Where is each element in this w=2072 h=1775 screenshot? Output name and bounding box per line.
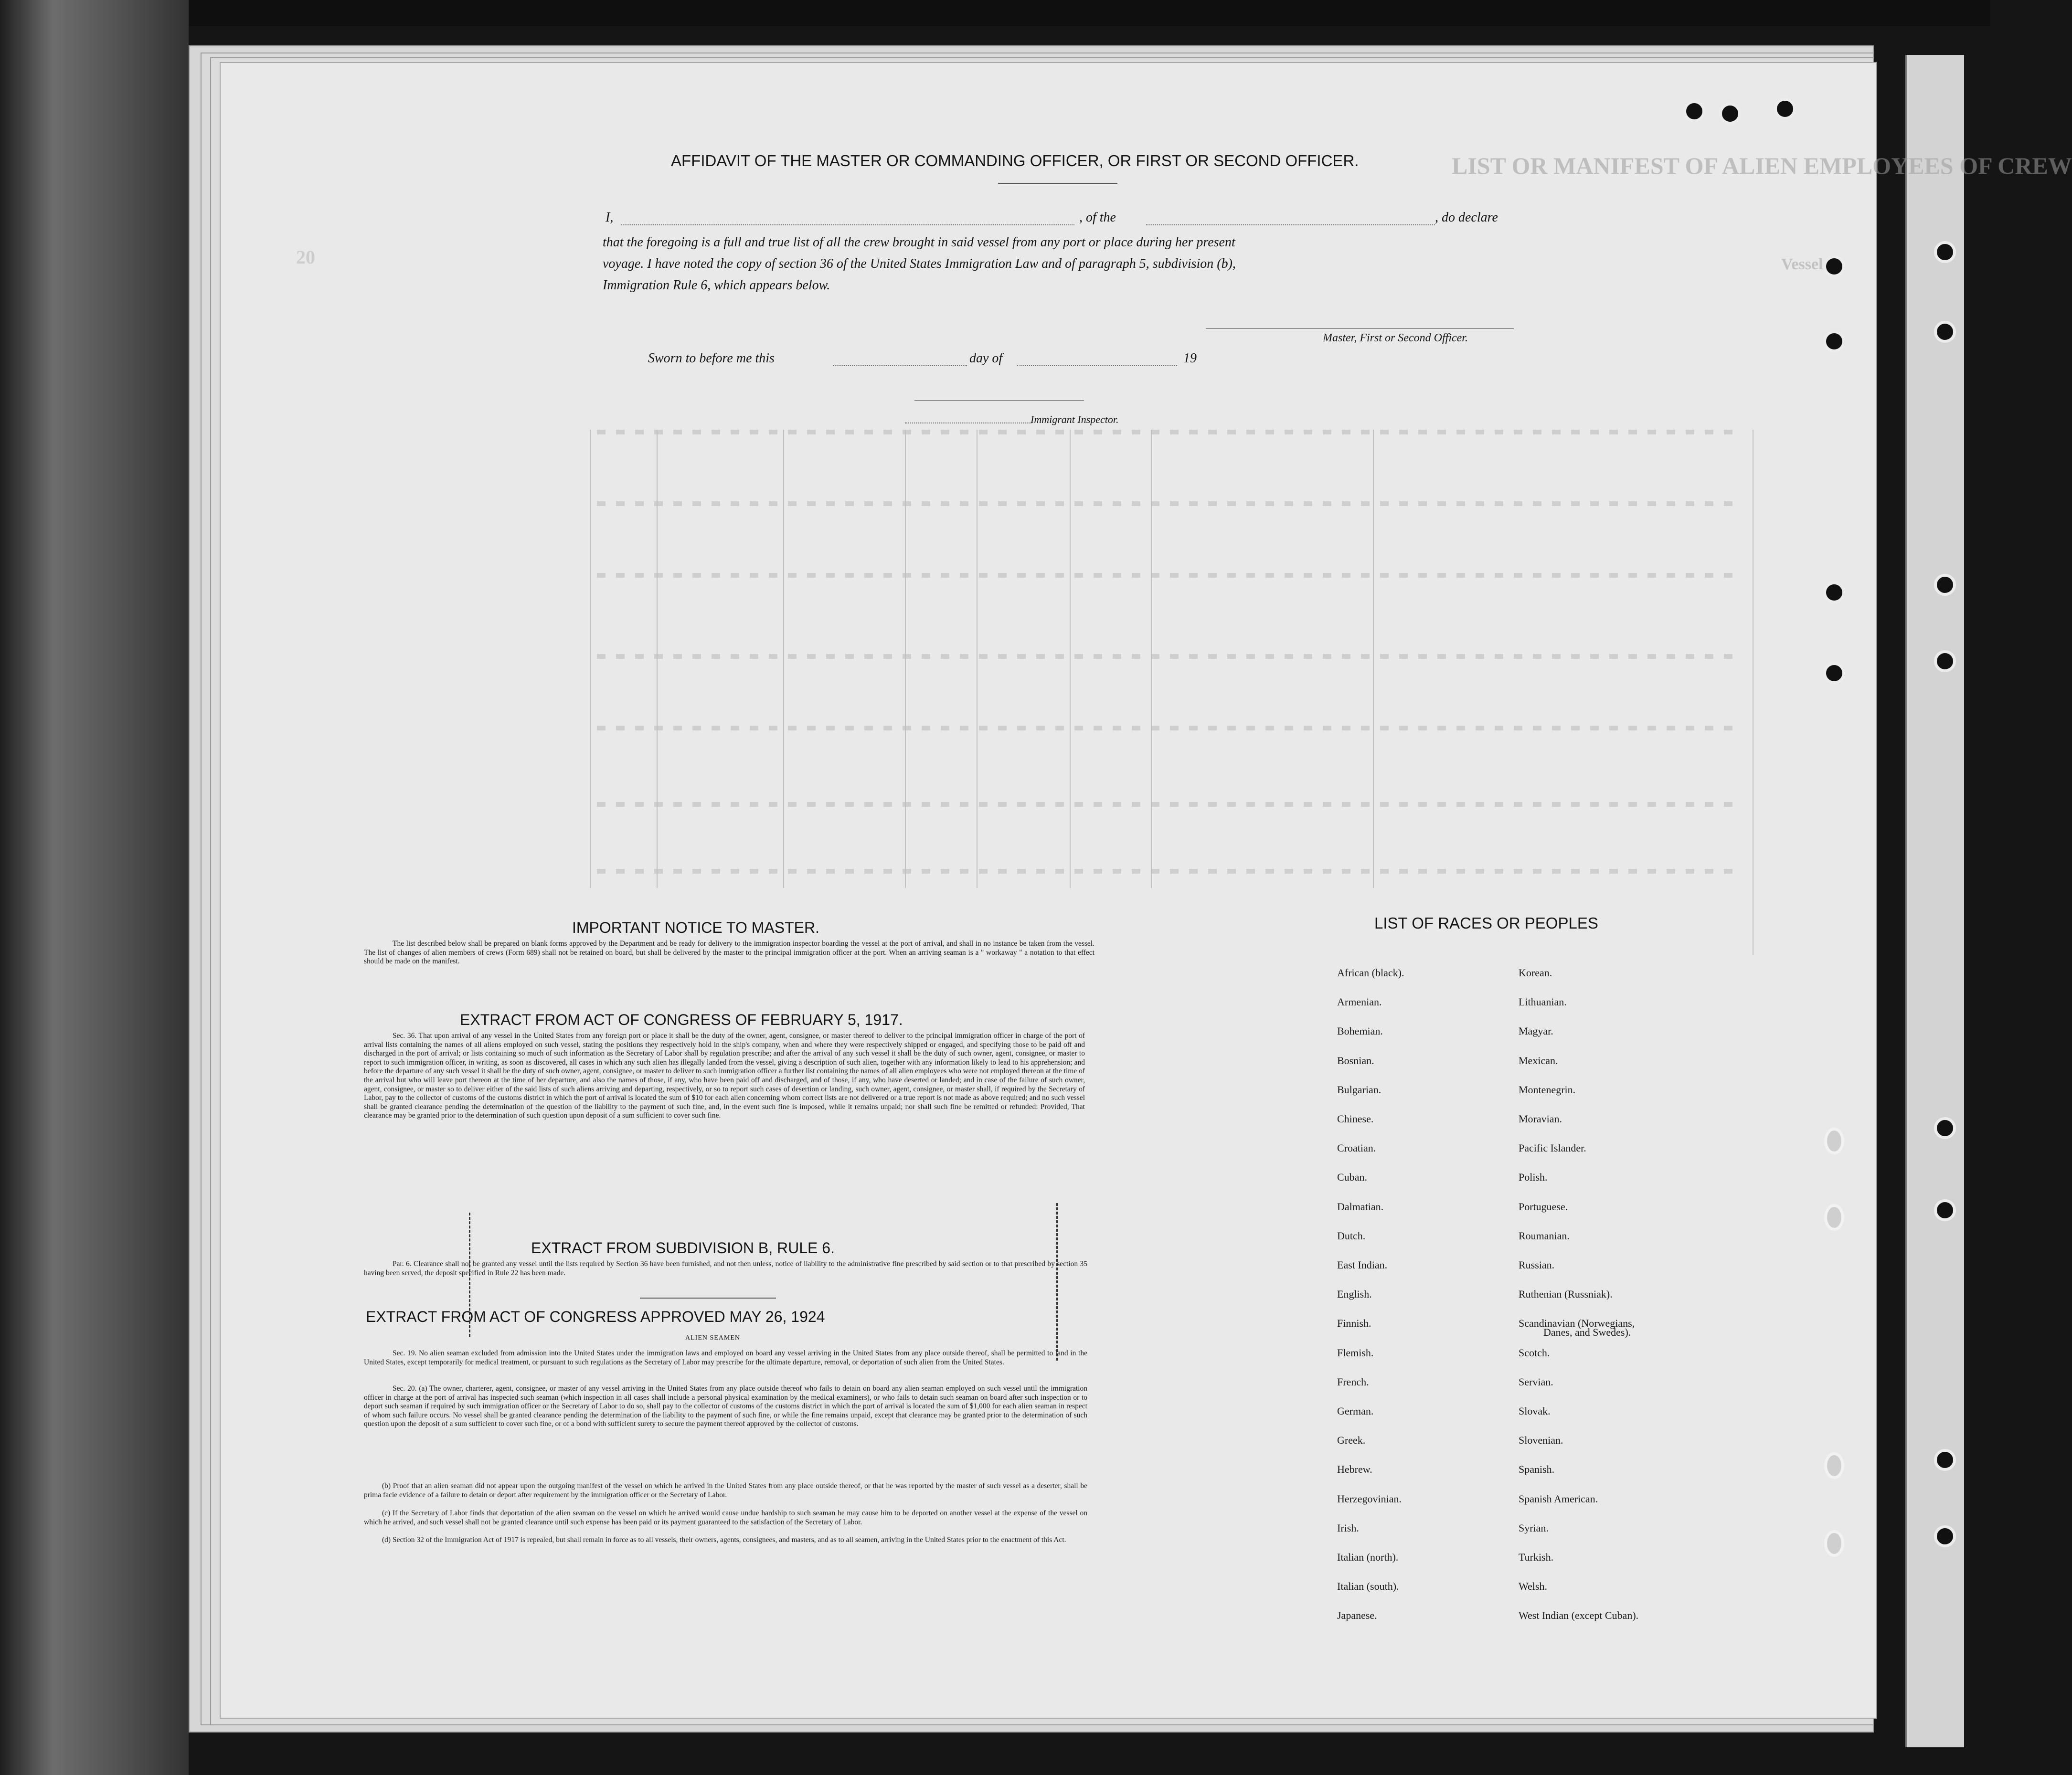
bleed-through-mark: 20 xyxy=(296,246,315,268)
race-entry: Italian (south). xyxy=(1337,1580,1399,1593)
sworn-day-blank xyxy=(833,365,967,366)
affidavit-body-line-1: that the foregoing is a full and true list of all the crew brought in said vessel from any port or place during her present xyxy=(603,235,1235,250)
punch-hole xyxy=(1774,98,1796,120)
column-line xyxy=(1070,430,1071,888)
extract-1924-sec20a: Sec. 20. (a) The owner, charterer, agent, consignee, or master of any vessel arriving in the United States from any place outside thereof who fails to detain on board any alien seaman employed on such vessel until the immigration officer in charge at the port of arrival has inspected such seaman (which inspection in all cases shall include a personal physical examination by the medical examiners), or who fails to detain such seaman on board after such inspection or to deport such seaman if required by such immigration officer or the Secretary of Labor to do so, shall pay to the collector of customs of the customs district in which the port of arrival is located the sum of $1,000 for each alien seaman in respect of whom such failure occurs. No vessel shall be granted clearance pending the determination of the liability to the payment of such fine, or while the fine remains unpaid, except that clearance may be granted prior to the determination of such question upon the deposit of a sum sufficient to cover such fine, or of a bond with sufficient surety to secure the payment thereof approved by the collector of customs. xyxy=(364,1384,1087,1428)
inspector-label: Immigrant Inspector. xyxy=(1031,413,1119,425)
race-entry: African (black). xyxy=(1337,967,1404,979)
race-entry: Servian. xyxy=(1519,1375,1553,1388)
punch-hole xyxy=(1934,574,1956,596)
scanner-top-edge xyxy=(0,0,1990,26)
punch-hole xyxy=(1824,1204,1844,1231)
master-signature-line xyxy=(1206,328,1514,329)
race-entry: Dalmatian. xyxy=(1337,1200,1384,1213)
race-entry: Moravian. xyxy=(1519,1113,1562,1125)
race-entry: Korean. xyxy=(1519,967,1552,979)
affidavit-i: I, xyxy=(606,210,614,225)
sworn-prefix: Sworn to before me this xyxy=(648,351,775,366)
extract-rule6-title: EXTRACT FROM SUBDIVISION B, RULE 6. xyxy=(531,1239,835,1257)
punch-hole xyxy=(1934,1199,1956,1221)
section-divider xyxy=(640,1298,776,1299)
race-entry: Dutch. xyxy=(1337,1229,1366,1242)
bleed-through-row xyxy=(597,573,1743,578)
race-entry: Croatian. xyxy=(1337,1142,1376,1154)
race-entry: English. xyxy=(1337,1288,1372,1300)
race-entry: Cuban. xyxy=(1337,1171,1367,1183)
race-entry: Bosnian. xyxy=(1337,1054,1374,1067)
extract-1924-sec19: Sec. 19. No alien seaman excluded from admission into the United States under the immigration laws and employed on board any vessel arriving in the United States from any place outside thereof, shall be permitted to land in the United States, except temporarily for medical treatment, or pursuant to such regulations as the Secretary of Labor may prescribe for the ultimate departure, removal, or deportation of such alien from the United States. xyxy=(364,1349,1087,1366)
sworn-day-of: day of xyxy=(969,351,1003,366)
race-entry: Scotch. xyxy=(1519,1346,1550,1359)
race-entry: Turkish. xyxy=(1519,1551,1554,1563)
punch-hole xyxy=(1934,1525,1956,1547)
title-underline xyxy=(998,183,1117,184)
race-entry: Spanish. xyxy=(1519,1463,1555,1476)
column-line xyxy=(905,430,906,888)
race-entry: Welsh. xyxy=(1519,1580,1547,1593)
extract-rule6-text: Par. 6. Clearance shall not be granted any vessel until the lists required by Section 36 have been furnished, and not then unless, notice of liability to the administrative fine prescribed by said section or to that prescribed by section 35 having been served, the deposit specified in Rule 22 has been made. xyxy=(364,1260,1087,1277)
punch-hole xyxy=(1823,330,1845,352)
form-page xyxy=(220,62,1877,1719)
punch-hole xyxy=(1824,1530,1844,1557)
race-entry: Slovak. xyxy=(1519,1405,1551,1417)
punch-hole xyxy=(1934,1449,1956,1471)
extract-1924-sec20d: (d) Section 32 of the Immigration Act of 1917 is repealed, but shall remain in force as to all vessels, their owners, agents, consignees, and masters, and as to all seamen, arriving in the United States prior to the enactment of this Act. xyxy=(382,1536,1066,1544)
races-title: LIST OF RACES OR PEOPLES xyxy=(1374,914,1598,932)
extract-1924-sec20b: (b) Proof that an alien seaman did not appear upon the outgoing manifest of the vessel on which he arrived in the United States from any place outside thereof, or that he was reported by the master of such vessel as a deserter, shall be prima facie evidence of a failure to detain or deport after requirement by the immigration officer or the Secretary of Labor. xyxy=(364,1482,1087,1499)
bleed-through-row xyxy=(597,802,1743,807)
race-entry: Russian. xyxy=(1519,1259,1555,1271)
extract-1924-title: EXTRACT FROM ACT OF CONGRESS APPROVED MAY 26, 1924 xyxy=(366,1308,825,1325)
punch-hole xyxy=(1934,321,1956,343)
race-entry: Greek. xyxy=(1337,1434,1366,1447)
column-line xyxy=(657,430,658,888)
name-blank xyxy=(621,224,1074,225)
bleed-through-row xyxy=(597,430,1743,434)
race-entry: Hebrew. xyxy=(1337,1463,1372,1476)
race-entry: Magyar. xyxy=(1519,1025,1553,1037)
column-line xyxy=(783,430,784,888)
extract-1924-sec20c: (c) If the Secretary of Labor finds that deportation of the alien seaman on the vessel on which he arrived would cause undue hardship to such seaman he may cause him to be deported on another vessel at the expense of the vessel on which he arrived, and such vessel shall not be granted clearance until such expense has been paid or its payment guaranteed to the satisfaction of the Secretary of Labor. xyxy=(364,1509,1087,1526)
punch-hole xyxy=(1934,650,1956,672)
race-entry: Montenegrin. xyxy=(1519,1083,1576,1096)
race-entry: Ruthenian (Russniak). xyxy=(1519,1288,1613,1300)
notice-title: IMPORTANT NOTICE TO MASTER. xyxy=(572,919,819,936)
punch-hole xyxy=(1823,255,1845,277)
vessel-blank xyxy=(1146,224,1435,225)
race-entry: Syrian. xyxy=(1519,1521,1549,1534)
bleed-through-row xyxy=(597,726,1743,730)
punch-hole xyxy=(1824,1128,1844,1154)
race-entry: Portuguese. xyxy=(1519,1200,1568,1213)
next-leaf-strip xyxy=(1905,55,1964,1747)
punch-hole xyxy=(1823,662,1845,684)
punch-hole xyxy=(1934,241,1956,263)
extract-1917-text: Sec. 36. That upon arrival of any vessel in the United States from any foreign port or place it shall be the duty of the owner, agent, consignee, or master thereof to deliver to the principal immigration officer in charge of the port of arrival lists containing the names of all aliens employed on such vessel, stating the positions they respectively hold in the ship's company, when and where they were respectively shipped or engaged, and specifying those to be paid off and discharged in the port of arrival; or lists containing so much of such information as the Secretary of Labor shall by regulation prescribe; and after the arrival of any such vessel it shall be the duty of such owner, agent, consignee, or master to report to such immigration officer, in writing, as soon as discovered, all cases in which any such alien has illegally landed from the vessel, giving a description of such alien, together with any information likely to lead to his apprehension; and before the departure of any such vessel it shall be the duty of such owner, agent, consignee, or master to deliver to such immigration officer a further list containing the names of all alien employees who were not employed thereon at the time of the arrival but who will leave port thereon at the time of her departure, and also the names of those, if any, who have been paid off and discharged, and of those, if any, who have deserted or landed; and in case of the failure of such owner, agent, consignee, or master so to deliver either of the said lists of such aliens arriving and departing, respectively, or so to report such cases of desertion or landing, such owner, agent, consignee, or master shall, if required by the Secretary of Labor, pay to the collector of customs of the customs district in which the port of arrival is located the sum of $10 for each alien concerning whom correct lists are not delivered or a true report is not made as above required; and no such vessel shall be granted clearance pending the determination of the question of the liability to the payment of such fine, and, in the event such fine is imposed, while it remains unpaid; nor shall such fine be remitted or refunded: Provided, That clearance may be granted prior to the determination of such question upon deposit of a sum sufficient to cover such fine. xyxy=(364,1032,1085,1120)
tear-mark xyxy=(1056,1203,1058,1361)
sworn-month-blank xyxy=(1017,365,1177,366)
bleed-through-vessel: Vessel xyxy=(1781,255,1823,273)
bleed-through-heading: LIST OR MANIFEST OF ALIEN EMPLOYEES OF CREW xyxy=(1452,152,2072,179)
race-entry: Roumanian. xyxy=(1519,1229,1570,1242)
race-entry: Italian (north). xyxy=(1337,1551,1399,1563)
race-entry: Mexican. xyxy=(1519,1054,1558,1067)
race-entry: Lithuanian. xyxy=(1519,996,1567,1008)
affidavit-body-line-3: Immigration Rule 6, which appears below. xyxy=(603,278,830,293)
race-entry: Bohemian. xyxy=(1337,1025,1383,1037)
punch-hole xyxy=(1934,1117,1956,1139)
race-entry: Scandinavian (Norwegians, xyxy=(1519,1317,1635,1330)
race-entry: Pacific Islander. xyxy=(1519,1142,1586,1154)
notice-text: The list described below shall be prepared on blank forms approved by the Department and be ready for delivery to the immigration inspector boarding the vessel at the port of arrival, and shall in no instance be taken from the vessel. The list of changes of alien members of crews (Form 689) shall not be retained on board, but shall be delivered by the master to the principal immigration officer at the port. When an arriving seaman is a " workaway " a notation to that effect should be made on the manifest. xyxy=(364,940,1094,966)
master-label: Master, First or Second Officer. xyxy=(1323,332,1468,344)
scanner-left-band xyxy=(0,0,189,1775)
race-entry: Polish. xyxy=(1519,1171,1548,1183)
column-line xyxy=(590,430,591,888)
punch-hole xyxy=(1719,103,1741,125)
punch-hole xyxy=(1683,100,1705,122)
race-entry: Slovenian. xyxy=(1519,1434,1563,1447)
bleed-through-row xyxy=(597,654,1743,659)
affidavit-title: AFFIDAVIT OF THE MASTER OR COMMANDING OFFICER, OR FIRST OR SECOND OFFICER. xyxy=(671,152,1359,169)
affidavit-do-declare: , do declare xyxy=(1435,210,1498,225)
sworn-year: 19 xyxy=(1183,351,1197,366)
extract-1917-title: EXTRACT FROM ACT OF CONGRESS OF FEBRUARY 5, 1917. xyxy=(460,1011,903,1028)
race-entry-continuation: Danes, and Swedes). xyxy=(1543,1326,1631,1338)
affidavit-body-line-2: voyage. I have noted the copy of section 36 of the United States Immigration Law and of paragraph 5, subdivision (b), xyxy=(603,256,1236,271)
race-entry: Flemish. xyxy=(1337,1346,1374,1359)
race-entry: Japanese. xyxy=(1337,1609,1377,1622)
race-entry: Bulgarian. xyxy=(1337,1083,1381,1096)
race-entry: German. xyxy=(1337,1405,1374,1417)
race-entry: French. xyxy=(1337,1375,1369,1388)
bleed-through-row xyxy=(597,869,1743,874)
bleed-through-row xyxy=(597,501,1743,506)
tear-mark xyxy=(469,1213,470,1337)
race-entry: Spanish American. xyxy=(1519,1492,1598,1505)
race-entry: Finnish. xyxy=(1337,1317,1371,1330)
column-line xyxy=(1373,430,1374,888)
inspector-top-line xyxy=(914,400,1084,401)
race-entry: Armenian. xyxy=(1337,996,1382,1008)
race-entry: West Indian (except Cuban). xyxy=(1519,1609,1639,1622)
punch-hole xyxy=(1824,1452,1844,1479)
column-line xyxy=(1151,430,1152,888)
punch-hole xyxy=(1823,581,1845,603)
affidavit-of-the: , of the xyxy=(1079,210,1116,225)
race-entry: Irish. xyxy=(1337,1521,1359,1534)
race-entry: Chinese. xyxy=(1337,1113,1374,1125)
extract-1924-subtitle: ALIEN SEAMEN xyxy=(685,1334,741,1342)
race-entry: Herzegovinian. xyxy=(1337,1492,1402,1505)
column-line xyxy=(977,430,978,888)
race-entry: East Indian. xyxy=(1337,1259,1388,1271)
